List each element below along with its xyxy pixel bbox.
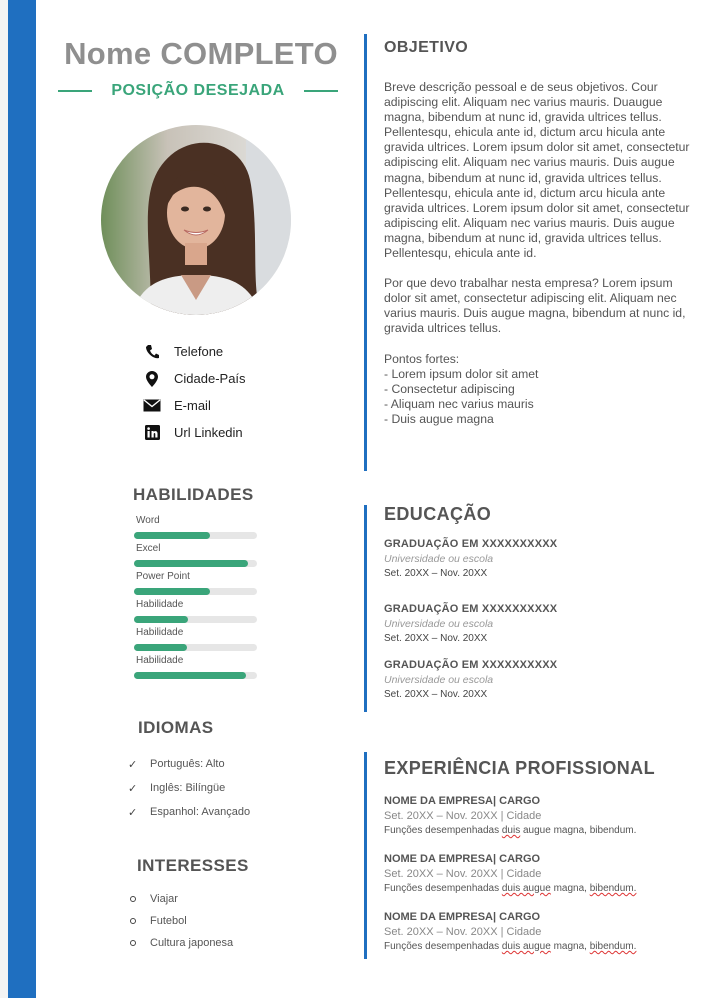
location-pin-icon — [142, 369, 162, 389]
experience-entry — [384, 911, 694, 952]
objective-title: OBJETIVO — [384, 39, 469, 56]
language-item — [128, 800, 250, 824]
profile-photo — [101, 125, 291, 315]
education-divider — [364, 505, 367, 712]
experience-entry — [384, 795, 694, 836]
interest-label: Viajar — [150, 893, 178, 905]
company-role: NOME DA EMPRESA| CARGO — [384, 911, 541, 923]
strength-item: - Lorem ipsum dolor sit amet — [384, 366, 539, 381]
spellcheck-word: duis augue — [501, 883, 551, 894]
experience-entry — [384, 853, 694, 894]
bullet-circle-icon — [130, 940, 136, 946]
checkmark-icon: ✓ — [128, 806, 138, 819]
objective-body — [384, 80, 694, 427]
language-label: Português: Alto — [150, 758, 225, 770]
education-entry — [384, 659, 684, 700]
description-text: augue magna, bibendum. — [520, 825, 637, 836]
skill-item — [134, 655, 258, 683]
strengths-label: Pontos fortes: — [384, 351, 460, 366]
skill-label: Excel — [136, 543, 161, 554]
degree-title: GRADUAÇÃO EM XXXXXXXXXX — [384, 538, 558, 550]
skill-bar-track — [134, 532, 257, 539]
description-text: Funções desempenhadas — [384, 883, 502, 894]
spellcheck-word: duis augue — [501, 941, 551, 952]
skill-item — [134, 571, 258, 599]
skill-bar-track — [134, 616, 257, 623]
position-row — [58, 82, 338, 100]
description-text: magna, — [550, 883, 590, 894]
skill-bar-track — [134, 644, 257, 651]
skill-bar-fill — [134, 588, 210, 595]
skill-bar-fill — [134, 672, 246, 679]
skill-item — [134, 627, 258, 655]
checkmark-icon: ✓ — [128, 758, 138, 771]
degree-title: GRADUAÇÃO EM XXXXXXXXXX — [384, 603, 558, 615]
company-role: NOME DA EMPRESA| CARGO — [384, 853, 541, 865]
interests-list — [130, 888, 233, 954]
education-dates: Set. 20XX – Nov. 20XX — [384, 689, 488, 700]
strength-item: - Duis augue magna — [384, 411, 494, 426]
skill-item — [134, 543, 258, 571]
contact-label: Url Linkedin — [174, 425, 243, 440]
languages-list — [128, 752, 250, 824]
contact-phone — [142, 338, 246, 365]
experience-dates: Set. 20XX – Nov. 20XX | Cidade — [384, 926, 542, 938]
contact-linkedin — [142, 419, 246, 446]
language-item — [128, 752, 250, 776]
spellcheck-word: bibendum. — [589, 941, 637, 952]
experience-divider — [364, 752, 367, 959]
checkmark-icon: ✓ — [128, 782, 138, 795]
mail-icon — [142, 396, 162, 416]
skill-item — [134, 599, 258, 627]
skill-bar-fill — [134, 532, 210, 539]
description-text: Funções desempenhadas — [384, 825, 502, 836]
language-item — [128, 776, 250, 800]
phone-icon — [142, 342, 162, 362]
contact-city — [142, 365, 246, 392]
spellcheck-word: bibendum. — [589, 883, 637, 894]
skills-title: HABILIDADES — [133, 485, 254, 504]
experience-title: EXPERIÊNCIA PROFISSIONAL — [384, 758, 655, 778]
skill-bar-track — [134, 588, 257, 595]
experience-description — [384, 883, 694, 894]
linkedin-icon — [142, 423, 162, 443]
contact-email — [142, 392, 246, 419]
skill-label: Habilidade — [136, 627, 184, 638]
language-label: Espanhol: Avançado — [150, 806, 251, 818]
contact-list — [142, 338, 246, 446]
skill-label: Word — [136, 515, 160, 526]
skill-bar-fill — [134, 560, 248, 567]
skill-bar-fill — [134, 616, 188, 623]
skills-list — [134, 515, 258, 683]
interests-title: INTERESSES — [137, 856, 249, 875]
experience-dates: Set. 20XX – Nov. 20XX | Cidade — [384, 868, 542, 880]
contact-label: Telefone — [174, 344, 224, 359]
skill-label: Habilidade — [136, 599, 184, 610]
education-dates: Set. 20XX – Nov. 20XX — [384, 633, 488, 644]
education-entry — [384, 603, 684, 644]
interest-item — [130, 888, 233, 910]
interest-label: Futebol — [150, 915, 187, 927]
school-name: Universidade ou escola — [384, 553, 494, 565]
strengths-list — [384, 367, 694, 427]
full-name: Nome COMPLETO — [64, 36, 338, 71]
experience-description — [384, 825, 694, 836]
education-entry — [384, 538, 684, 579]
strength-item: - Aliquam nec varius mauris — [384, 396, 534, 411]
skill-label: Power Point — [136, 571, 190, 582]
education-dates: Set. 20XX – Nov. 20XX — [384, 568, 488, 579]
school-name: Universidade ou escola — [384, 674, 494, 686]
interest-label: Cultura japonesa — [150, 937, 234, 949]
left-accent-bar — [8, 0, 36, 998]
skill-bar-track — [134, 672, 257, 679]
bullet-circle-icon — [130, 896, 136, 902]
languages-title: IDIOMAS — [138, 718, 214, 737]
experience-description — [384, 941, 694, 952]
objective-divider — [364, 34, 367, 471]
position-rule-left — [58, 90, 92, 92]
interest-item — [130, 932, 233, 954]
interest-item — [130, 910, 233, 932]
page-edge — [0, 0, 8, 998]
spellcheck-word: duis — [501, 825, 521, 836]
contact-label: E-mail — [174, 398, 211, 413]
bullet-circle-icon — [130, 918, 136, 924]
description-text: Funções desempenhadas — [384, 941, 502, 952]
school-name: Universidade ou escola — [384, 618, 494, 630]
contact-label: Cidade-País — [174, 371, 246, 386]
education-title: EDUCAÇÃO — [384, 504, 492, 524]
why-company-paragraph: Por que devo trabalhar nesta empresa? Lorem ipsum dolor sit amet, consectetur adipiscing elit. Aliquam nec varius mauris. Duis augue magna, bibendum at nunc id, gravida ultrices tellus. — [384, 276, 686, 336]
desired-position: POSIÇÃO DESEJADA — [111, 82, 285, 99]
strength-item: - Consectetur adipiscing — [384, 381, 515, 396]
description-text: magna, — [550, 941, 590, 952]
company-role: NOME DA EMPRESA| CARGO — [384, 795, 541, 807]
degree-title: GRADUAÇÃO EM XXXXXXXXXX — [384, 659, 558, 671]
skill-item — [134, 515, 258, 543]
position-rule-right — [304, 90, 338, 92]
objective-paragraph: Breve descrição pessoal e de seus objetivos. Cour adipiscing elit. Aliquam nec varius mauris. Duaugue magna, bibendum at nunc id, gravida ultrices tellus. Pellentesqu, ehicula ante id, dictum arcu hicula ante gravida ultrices. Lorem ipsum dolor sit amet, consectetur adipiscing elit. Aliquam nec varius mauris. Duis augue magna, bibendum at nunc id, gravida ultrices tellus. Pellentesqu, ehicula ante id, dictum arcu hicula ante gravida ultrices. Lorem ipsum dolor sit amet, consectetur adipiscing elit. Aliquam nec varius mauris. Duis augue magna, bibendum at nunc id, gravida ultrices tellus. Pellentesqu, ehicula ante id. — [384, 80, 690, 261]
skill-bar-track — [134, 560, 257, 567]
experience-dates: Set. 20XX – Nov. 20XX | Cidade — [384, 810, 542, 822]
skill-label: Habilidade — [136, 655, 184, 666]
skill-bar-fill — [134, 644, 187, 651]
language-label: Inglês: Bilíngüe — [150, 782, 226, 794]
